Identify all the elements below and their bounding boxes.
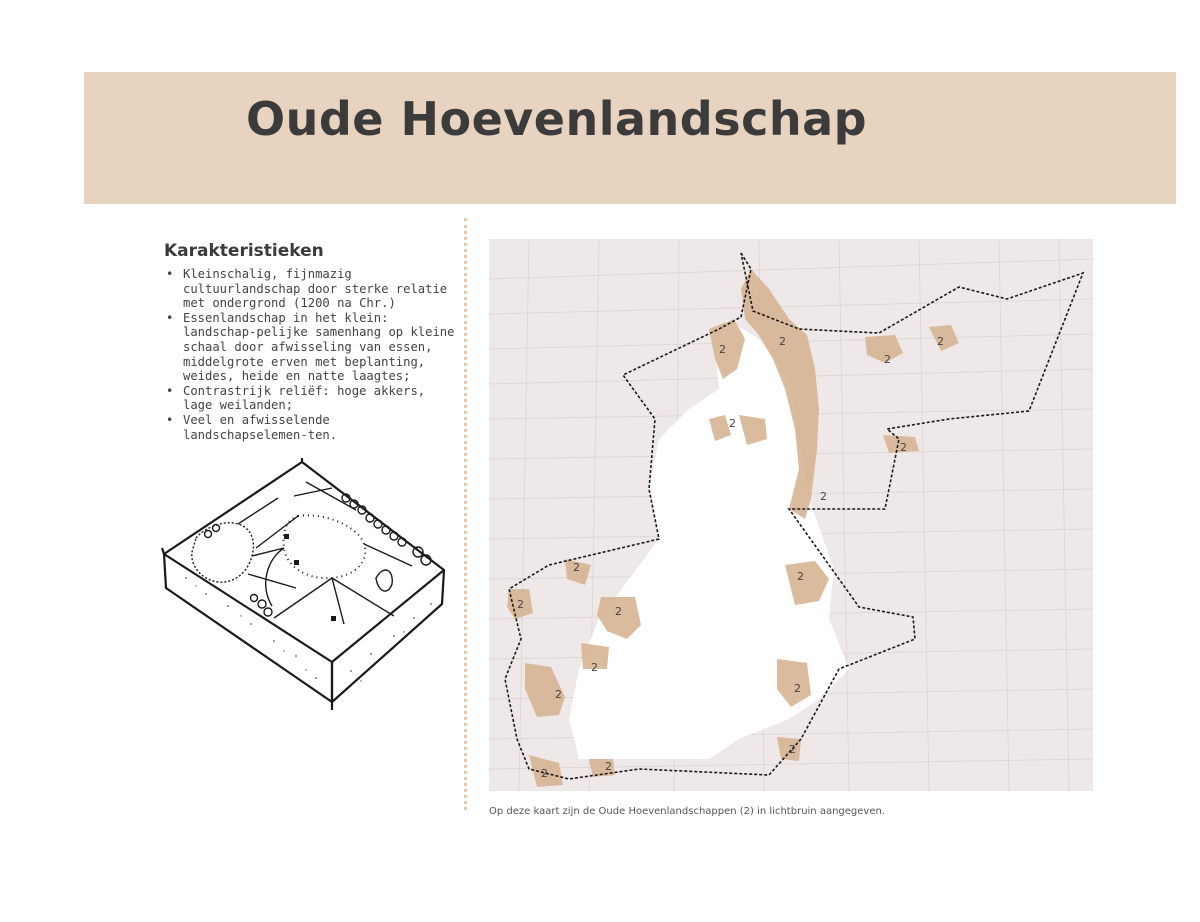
characteristics-list xyxy=(166,267,456,442)
area-label: 2 xyxy=(615,605,622,618)
map-caption: Op deze kaart zijn de Oude Hoevenlandschappen (2) in lichtbruin aangegeven. xyxy=(489,806,886,817)
area-label: 2 xyxy=(779,335,786,348)
dotted-divider xyxy=(464,218,467,810)
area-label: 2 xyxy=(605,760,612,773)
characteristics-heading: Karakteristieken xyxy=(164,241,324,261)
characteristic-item: • Kleinschalig, fijnmazig cultuurlandschap door sterke relatie met ondergrond (1200 na Chr.) xyxy=(166,267,456,311)
area-label: 2 xyxy=(591,661,598,674)
area-label: 2 xyxy=(729,417,736,430)
area-label: 2 xyxy=(541,767,548,780)
characteristic-item: • Essenlandschap in het klein: landschap-pelijke samenhang op kleine schaal door afwisseling van essen, middelgrote erven met beplanting, weides, heide en natte laagtes; xyxy=(166,311,456,384)
map-canvas xyxy=(489,239,1093,791)
area-label: 2 xyxy=(573,561,580,574)
area-label: 2 xyxy=(789,743,796,756)
region-map xyxy=(489,239,1093,791)
area-label: 2 xyxy=(719,343,726,356)
characteristic-item: • Contrastrijk reliëf: hoge akkers, lage weilanden; xyxy=(166,384,456,413)
area-label: 2 xyxy=(900,441,907,454)
area-label: 2 xyxy=(937,335,944,348)
area-label: 2 xyxy=(884,353,891,366)
area-label: 2 xyxy=(797,570,804,583)
area-label: 2 xyxy=(820,490,827,503)
page-title: Oude Hoevenlandschap xyxy=(246,92,868,146)
area-label: 2 xyxy=(517,598,524,611)
landscape-block-diagram-icon xyxy=(156,456,452,716)
area-label: 2 xyxy=(555,688,562,701)
characteristic-item: • Veel en afwisselende landschapselemen-ten. xyxy=(166,413,456,442)
area-label: 2 xyxy=(794,682,801,695)
